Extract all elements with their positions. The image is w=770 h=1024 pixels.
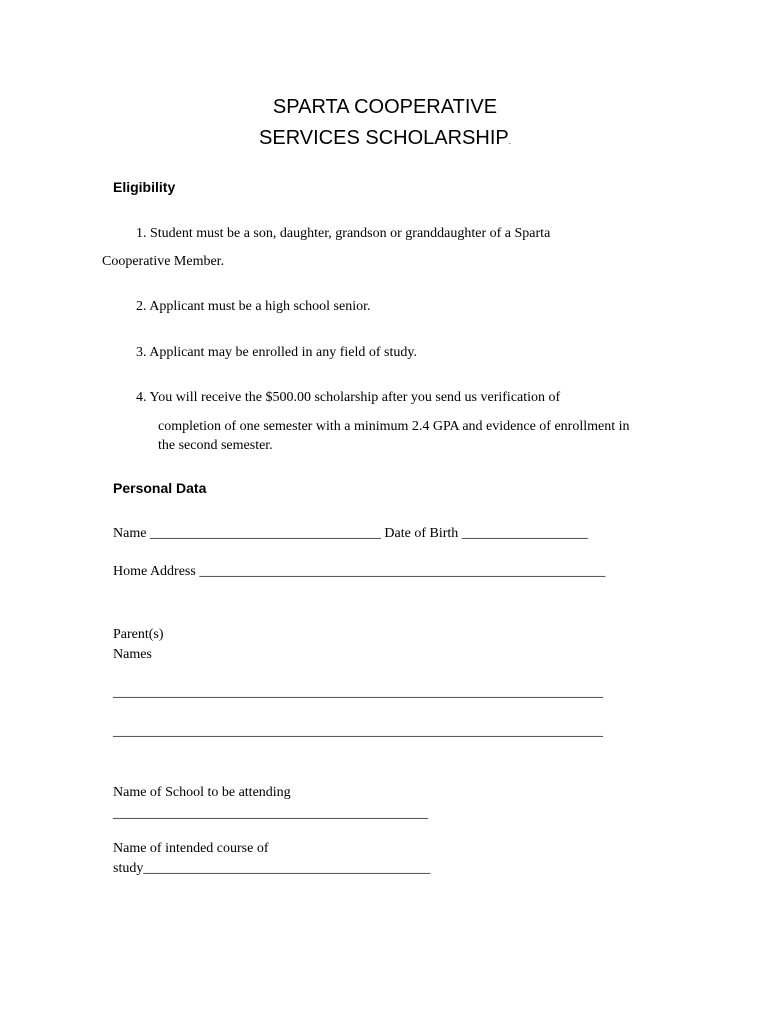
parents-names-line-1[interactable]: ______________________________________________________________________ xyxy=(113,685,603,700)
title-line-1: SPARTA COOPERATIVE xyxy=(272,96,498,118)
title-line-2 xyxy=(0,127,770,153)
school-field-line[interactable]: _____________________________________________ xyxy=(113,806,428,821)
parents-label-line-1: Parent(s) xyxy=(113,627,164,642)
title-dot: . xyxy=(508,137,511,146)
course-field-line[interactable]: study_________________________________________ xyxy=(113,861,431,876)
parents-label-line-2: Names xyxy=(113,647,152,662)
eligibility-item-2: 2. Applicant must be a high school senior. xyxy=(136,299,371,314)
eligibility-item-1-line-2: Cooperative Member. xyxy=(102,254,225,269)
home-address-field-row[interactable]: Home Address __________________________________________________________ xyxy=(113,564,606,579)
school-label: Name of School to be attending xyxy=(113,785,291,800)
course-label: Name of intended course of xyxy=(113,841,269,856)
eligibility-heading: Eligibility xyxy=(113,179,176,195)
personal-data-heading: Personal Data xyxy=(113,480,207,496)
eligibility-item-4-line-3: the second semester. xyxy=(158,438,273,453)
eligibility-item-4-line-2: completion of one semester with a minimum 2.4 GPA and evidence of enrollment in xyxy=(158,419,630,434)
name-dob-field-row[interactable]: Name _________________________________ Date of Birth __________________ xyxy=(113,526,588,541)
eligibility-item-4-line-1: 4. You will receive the $500.00 scholarship after you send us verification of xyxy=(136,390,561,405)
parents-names-line-2[interactable]: ______________________________________________________________________ xyxy=(113,724,603,739)
eligibility-item-3: 3. Applicant may be enrolled in any field of study. xyxy=(136,345,417,360)
eligibility-item-1-line-1: 1. Student must be a son, daughter, grandson or granddaughter of a Sparta xyxy=(136,226,551,241)
title-line-2-text: SERVICES SCHOLARSHIP xyxy=(259,127,509,149)
